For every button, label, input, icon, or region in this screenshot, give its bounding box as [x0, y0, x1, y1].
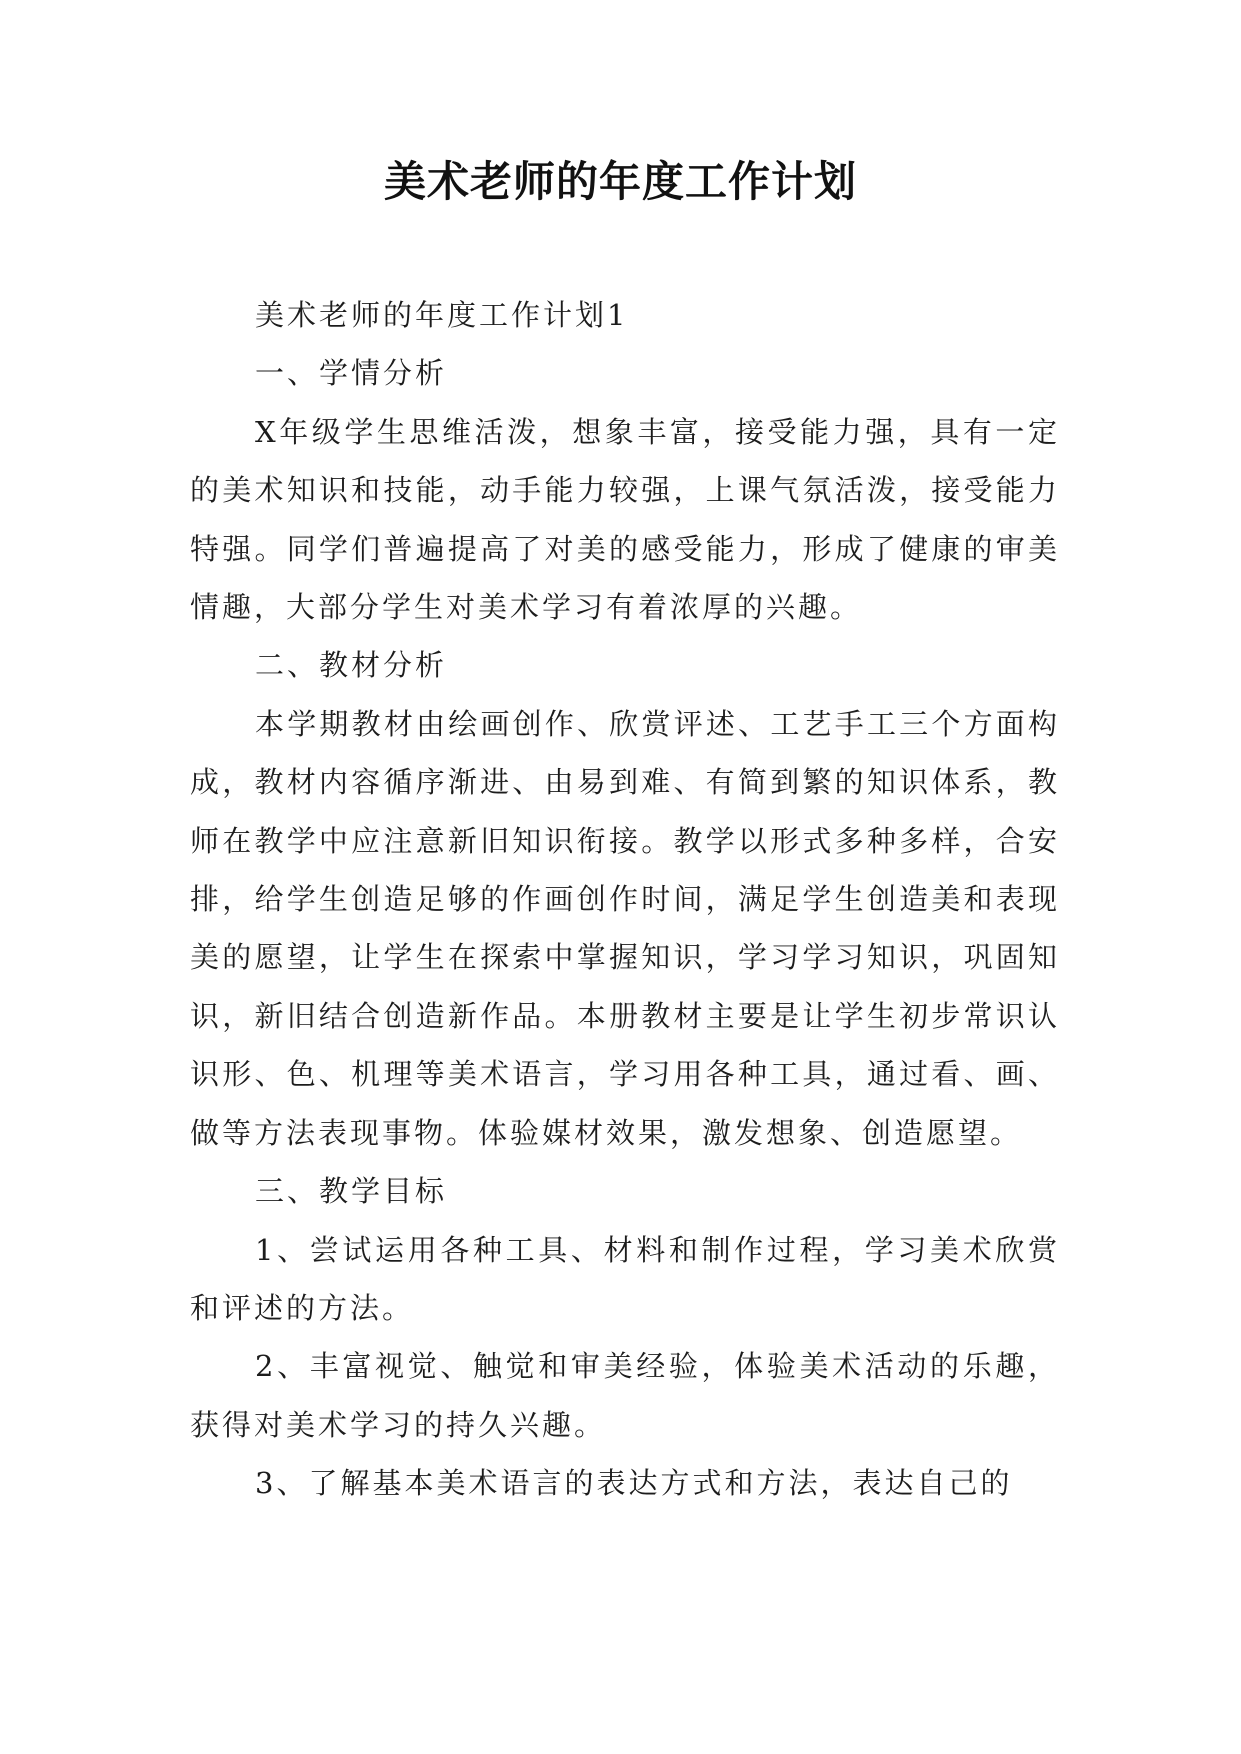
paragraph-student-analysis: X年级学生思维活泼，想象丰富，接受能力强，具有一定的美术知识和技能，动手能力较强，上课气氛活泼，接受能力特强。同学们普遍提高了对美的感受能力，形成了健康的审美情趣，大部分学生对美术学习有着浓厚的兴趣。 — [190, 414, 1060, 625]
goal-item-2: 2、丰富视觉、触觉和审美经验，体验美术活动的乐趣，获得对美术学习的持久兴趣。 — [190, 1349, 1060, 1442]
document-body — [190, 286, 1060, 1513]
plan-heading: 美术老师的年度工作计划1 — [255, 298, 629, 332]
section-heading-teaching-goals: 三、教学目标 — [255, 1174, 448, 1209]
goal-item-3: 3、了解基本美术语言的表达方式和方法，表达自己的 — [255, 1466, 1013, 1501]
document-title: 美术老师的年度工作计划 — [383, 157, 857, 206]
goal-item-1: 1、尝试运用各种工具、材料和制作过程，学习美术欣赏和评述的方法。 — [190, 1232, 1060, 1325]
section-heading-student-analysis: 一、学情分析 — [255, 356, 448, 391]
section-heading-textbook-analysis: 二、教材分析 — [255, 648, 448, 683]
paragraph-textbook-analysis: 本学期教材由绘画创作、欣赏评述、工艺手工三个方面构成，教材内容循序渐进、由易到难、有简到繁的知识体系，教师在教学中应注意新旧知识衔接。教学以形式多种多样，合安排，给学生创造足够的作画创作时间，满足学生创造美和表现美的愿望，让学生在探索中掌握知识，学习学习知识，巩固知识，新旧结合创造新作品。本册教材主要是让学生初步常识认识形、色、机理等美术语言，学习用各种工具，通过看、画、做等方法表现事物。体验媒材效果，激发想象、创造愿望。 — [190, 706, 1060, 1150]
